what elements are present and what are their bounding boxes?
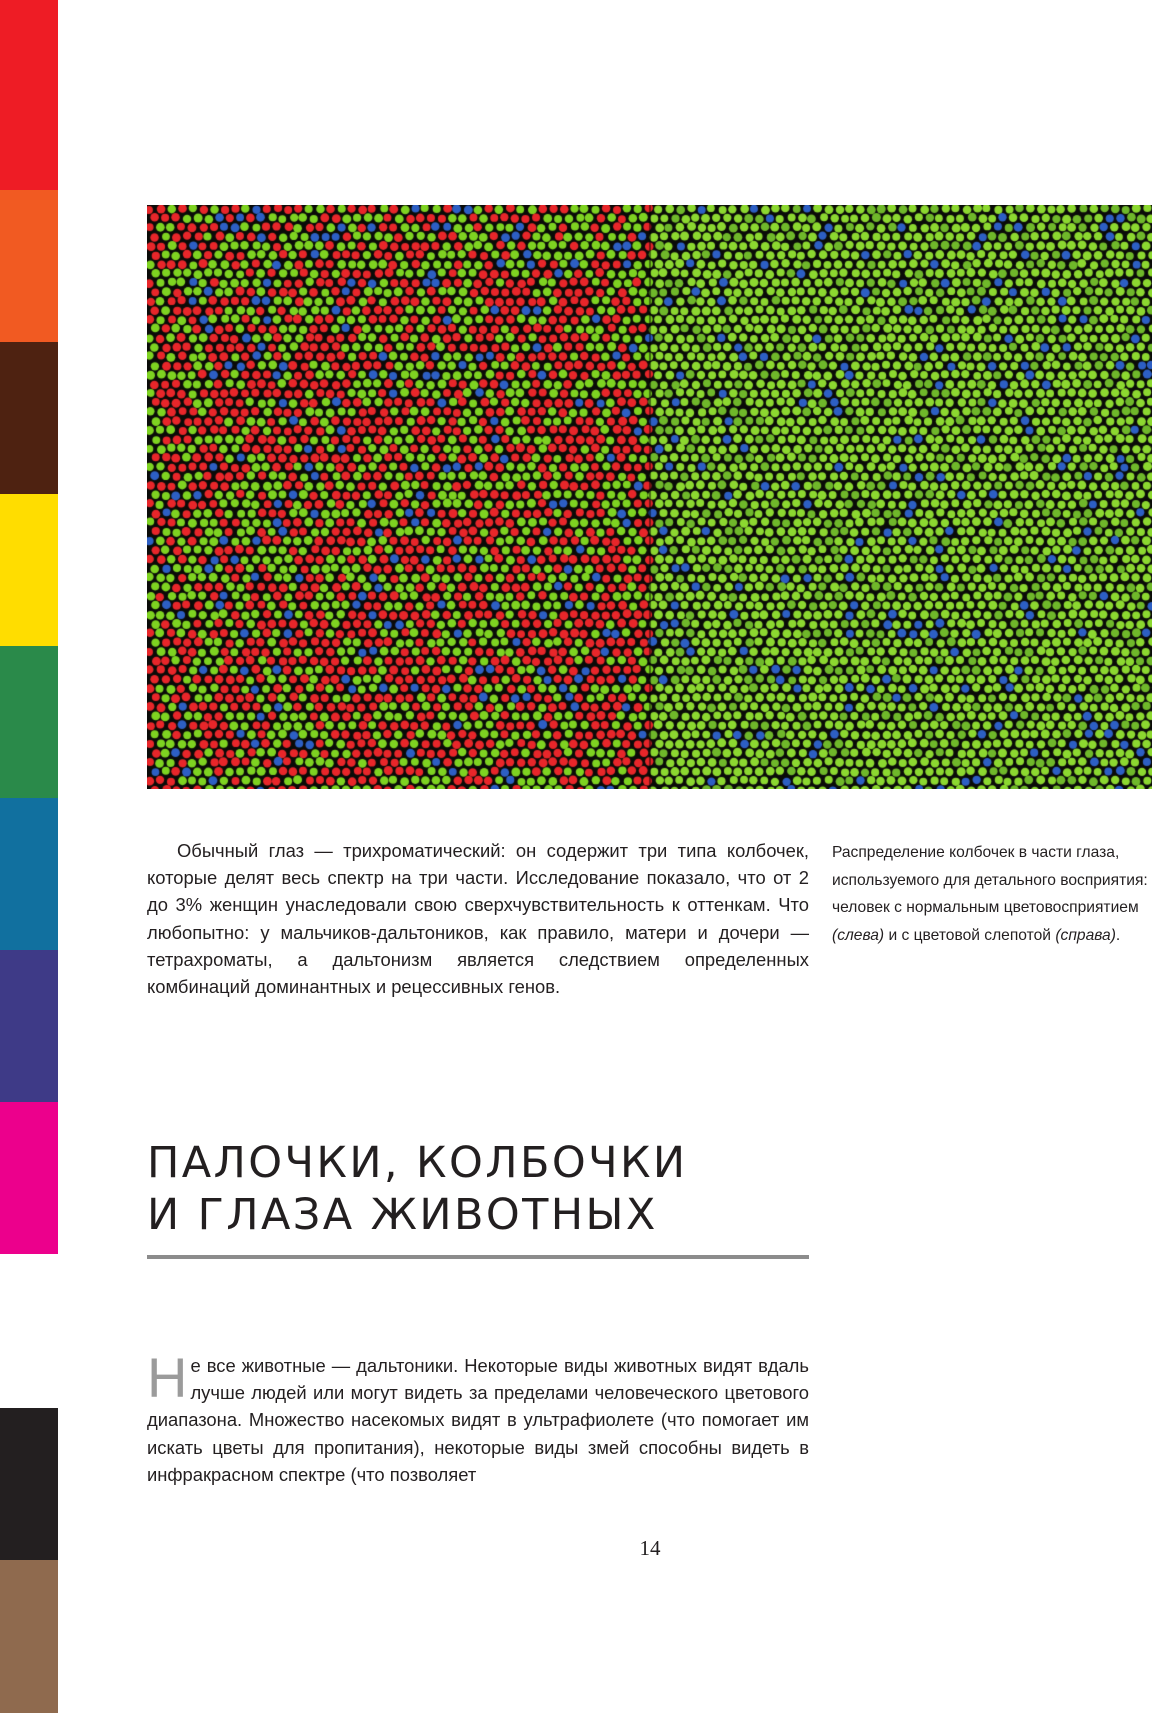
color-swatch-green: [0, 646, 58, 798]
cone-mosaic-image: [147, 205, 1152, 789]
caption-left-note: (слева): [832, 926, 885, 944]
color-swatch-gap: [0, 1254, 58, 1408]
color-swatch-orange: [0, 190, 58, 342]
heading-divider: [147, 1255, 809, 1259]
section-heading: [147, 1137, 847, 1241]
color-swatch-violet: [0, 950, 58, 1102]
color-swatch-blue: [0, 798, 58, 950]
intro-text: е все животные — дальтоники. Некоторые виды животных видят вдаль лучше людей или могут видеть за пределами человеческого цветового диапазона. Множество насекомых видят в ультрафиолете (что помогает им искать цветы для пропитания), некоторые виды змей способны видеть в инфракрасном спектре (что позволяет: [147, 1355, 809, 1485]
drop-cap: Н: [147, 1346, 188, 1409]
color-swatch-brown: [0, 342, 58, 494]
page-number: 14: [639, 1536, 661, 1560]
caption-text-2: и с цветовой слепотой: [884, 926, 1056, 944]
color-strip: [0, 0, 58, 1713]
color-swatch-red: [0, 0, 58, 190]
color-swatch-tan: [0, 1560, 58, 1713]
body-paragraph: Обычный глаз — трихроматический: он содержит три типа колбочек, которые делят весь спектр на три части. Исследование показало, что от 2 до 3% женщин унаследовали свою сверхчувствительность к оттенкам. Что любопытно: у мальчиков-дальтоников, как правило, матери и дочери — тетрахроматы, а дальтонизм является следствием определенных комбинаций доминантных и рецессивных генов.: [147, 840, 809, 998]
figure-caption: [832, 839, 1152, 949]
caption-right-note: (справа): [1055, 926, 1116, 944]
color-swatch-yellow: [0, 494, 58, 646]
color-swatch-black: [0, 1408, 58, 1560]
color-swatch-magenta: [0, 1102, 58, 1254]
heading-line-1: ПАЛОЧКИ, КОЛБОЧКИ: [147, 1138, 688, 1188]
caption-text: Распределение колбочек в части глаза, используемого для детального восприятия: человек с нормальным цветовосприятием: [832, 844, 1148, 917]
heading-line-2: И ГЛАЗА ЖИВОТНЫХ: [147, 1190, 658, 1240]
caption-end: .: [1115, 926, 1121, 944]
intro-paragraph: [147, 1346, 809, 1488]
